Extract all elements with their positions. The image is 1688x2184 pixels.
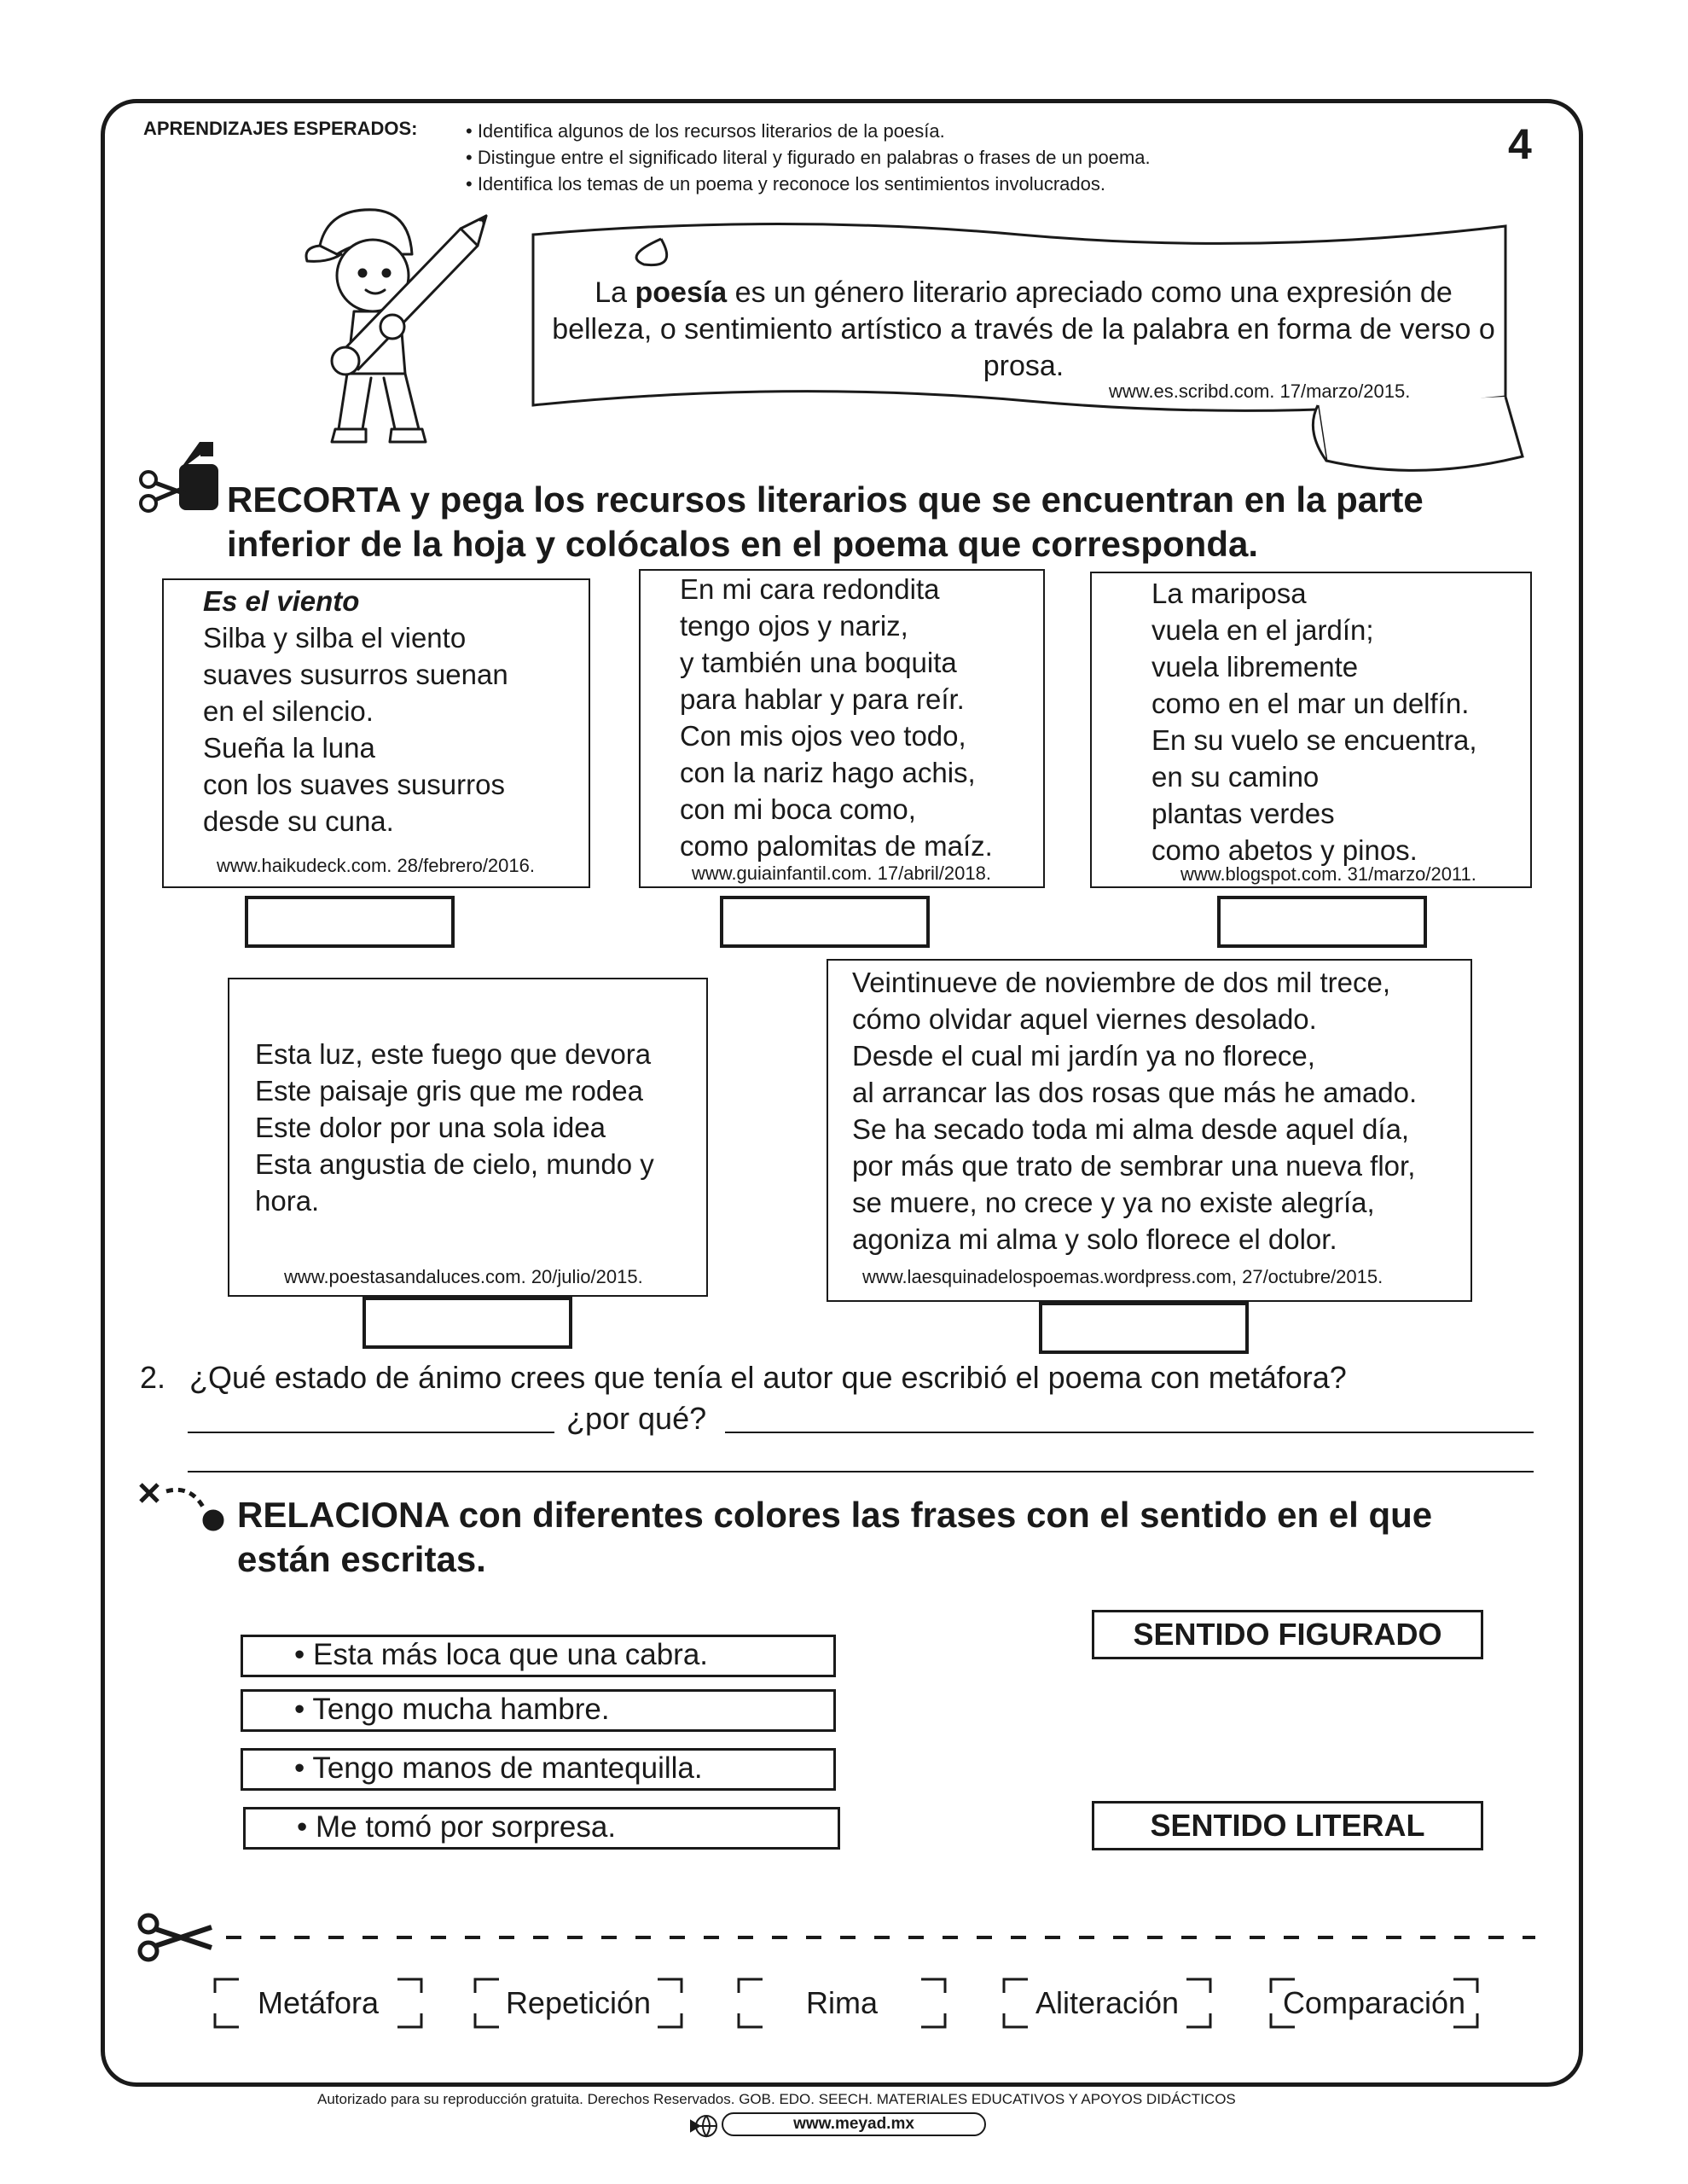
cutout-label: Repetición (505, 1985, 652, 2020)
poem-source: www.poestasandaluces.com. 20/julio/2015. (284, 1266, 643, 1287)
activity2-heading-line1: RELACIONA con diferentes colores las frases con el sentido en el que (237, 1495, 1433, 1535)
poem-source: www.haikudeck.com. 28/febrero/2016. (217, 855, 535, 876)
poem-box (162, 578, 590, 888)
paste-box[interactable] (720, 896, 930, 948)
cut-line (136, 1907, 1544, 1966)
poetry-definition (546, 275, 1501, 385)
poem-text: Esta luz, este fuego que devora Este paisaje gris que me rodea Este dolor por una sola idea Esta angustia de cielo, mundo y hora. (255, 1038, 654, 1217)
page-number: 4 (1508, 120, 1532, 168)
globe-cursor-icon (689, 2111, 720, 2141)
answer-line[interactable] (188, 1432, 554, 1433)
activity2-heading (237, 1493, 1432, 1582)
question2-why: ¿por qué? (566, 1401, 707, 1436)
scissors-glue-icon (136, 433, 222, 519)
cutout-frame (473, 1978, 683, 2029)
activity1-heading (227, 478, 1424, 566)
sense-figurative-box[interactable]: SENTIDO FIGURADO (1092, 1610, 1483, 1659)
definition-term: poesía (635, 276, 728, 309)
cutout-item[interactable] (213, 1978, 423, 2029)
answer-line[interactable] (725, 1432, 1534, 1433)
paste-box[interactable] (1217, 896, 1427, 948)
paste-box[interactable] (363, 1297, 572, 1349)
phrase-item[interactable]: • Tengo mucha hambre. (241, 1689, 836, 1732)
poem-source: www.guiainfantil.com. 17/abril/2018. (692, 863, 991, 884)
poem-text: Veintinueve de noviembre de dos mil trece, cómo olvidar aquel viernes desolado. Desde el cual mi jardín ya no florece, al arrancar las dos rosas que más he amado. Se ha secado toda mi alma desde aquel día, por más que trato de sembrar una nueva flor, se muere, no crece y ya no existe alegría, agoniza mi alma y solo florece el dolor. (852, 967, 1418, 1255)
poem-title: Es el viento (203, 585, 360, 617)
answer-line[interactable] (188, 1471, 1534, 1472)
objectives-list (466, 118, 1151, 197)
question2-text: ¿Qué estado de ánimo crees que tenía el autor que escribió el poema con metáfora? (189, 1360, 1347, 1395)
poem-text: La mariposa vuela en el jardín; vuela libremente como en el mar un delfín. En su vuelo se encuentra, en su camino plantas verdes como abetos y pinos. (1151, 578, 1477, 866)
cutout-item[interactable] (1002, 1978, 1212, 2029)
cutout-frame (737, 1978, 947, 2029)
paste-box[interactable] (1039, 1302, 1249, 1354)
cutout-item[interactable] (473, 1978, 683, 2029)
objectives-title: APRENDIZAJES ESPERADOS: (143, 118, 418, 139)
poem-box (228, 978, 708, 1297)
cutout-item[interactable] (1269, 1978, 1479, 2029)
activity1-heading-line2: inferior de la hoja y colócalos en el poema que corresponda. (227, 524, 1258, 564)
cutout-label: Comparación (1282, 1985, 1466, 2020)
poem-text: Silba y silba el viento suaves susurros suenan en el silencio. Sueña la luna con los suaves susurros desde su cuna. (203, 622, 508, 837)
connect-dots-icon (136, 1476, 230, 1536)
poem-text: En mi cara redondita tengo ojos y nariz, y también una boquita para hablar y para reír. Con mis ojos veo todo, con la nariz hago achis, con mi boca como, como palomitas de maíz. (680, 573, 993, 862)
cutout-frame (1002, 1978, 1212, 2029)
cutout-label: Aliteración (1035, 1985, 1180, 2020)
phrase-item[interactable]: • Esta más loca que una cabra. (241, 1635, 836, 1677)
question2-number: 2. (140, 1360, 166, 1395)
cutout-frame (213, 1978, 423, 2029)
phrase-item[interactable]: • Me tomó por sorpresa. (243, 1807, 840, 1850)
cutout-frame (1269, 1978, 1479, 2029)
boy-with-pencil-illustration (294, 195, 516, 459)
footer-notice: Autorizado para su reproducción gratuita. Derechos Reservados. GOB. EDO. SEECH. MATERIALES EDUCATIVOS Y APOYOS DIDÁCTICOS (317, 2091, 1236, 2107)
activity2-heading-line2: están escritas. (237, 1539, 486, 1579)
cutout-label: Metáfora (257, 1985, 380, 2020)
definition-source: www.es.scribd.com. 17/marzo/2015. (1109, 380, 1411, 402)
definition-text-post: es un género literario apreciado como una expresión de belleza, o sentimiento artístico a través de la palabra en forma de verso o prosa. (552, 276, 1495, 382)
objective-item: • Identifica algunos de los recursos literarios de la poesía. (466, 120, 945, 142)
poem-box (1090, 572, 1532, 888)
footer-url[interactable]: www.meyad.mx (722, 2112, 986, 2136)
phrase-item[interactable]: • Tengo manos de mantequilla. (241, 1748, 836, 1791)
poem-box (639, 569, 1045, 888)
sense-literal-box[interactable]: SENTIDO LITERAL (1092, 1801, 1483, 1850)
poem-source: www.laesquinadelospoemas.wordpress.com, 27/octubre/2015. (862, 1266, 1383, 1287)
paste-box[interactable] (245, 896, 455, 948)
activity1-heading-line1: RECORTA y pega los recursos literarios que se encuentran en la parte (227, 479, 1424, 520)
objective-item: • Distingue entre el significado literal y figurado en palabras o frases de un poema. (466, 147, 1151, 168)
cutout-label: Rima (805, 1985, 878, 2020)
cutout-item[interactable] (737, 1978, 947, 2029)
definition-text-pre: La (595, 276, 635, 309)
poem-source: www.blogspot.com. 31/marzo/2011. (1180, 863, 1476, 885)
poem-box (827, 959, 1472, 1302)
objective-item: • Identifica los temas de un poema y reconoce los sentimientos involucrados. (466, 173, 1105, 195)
